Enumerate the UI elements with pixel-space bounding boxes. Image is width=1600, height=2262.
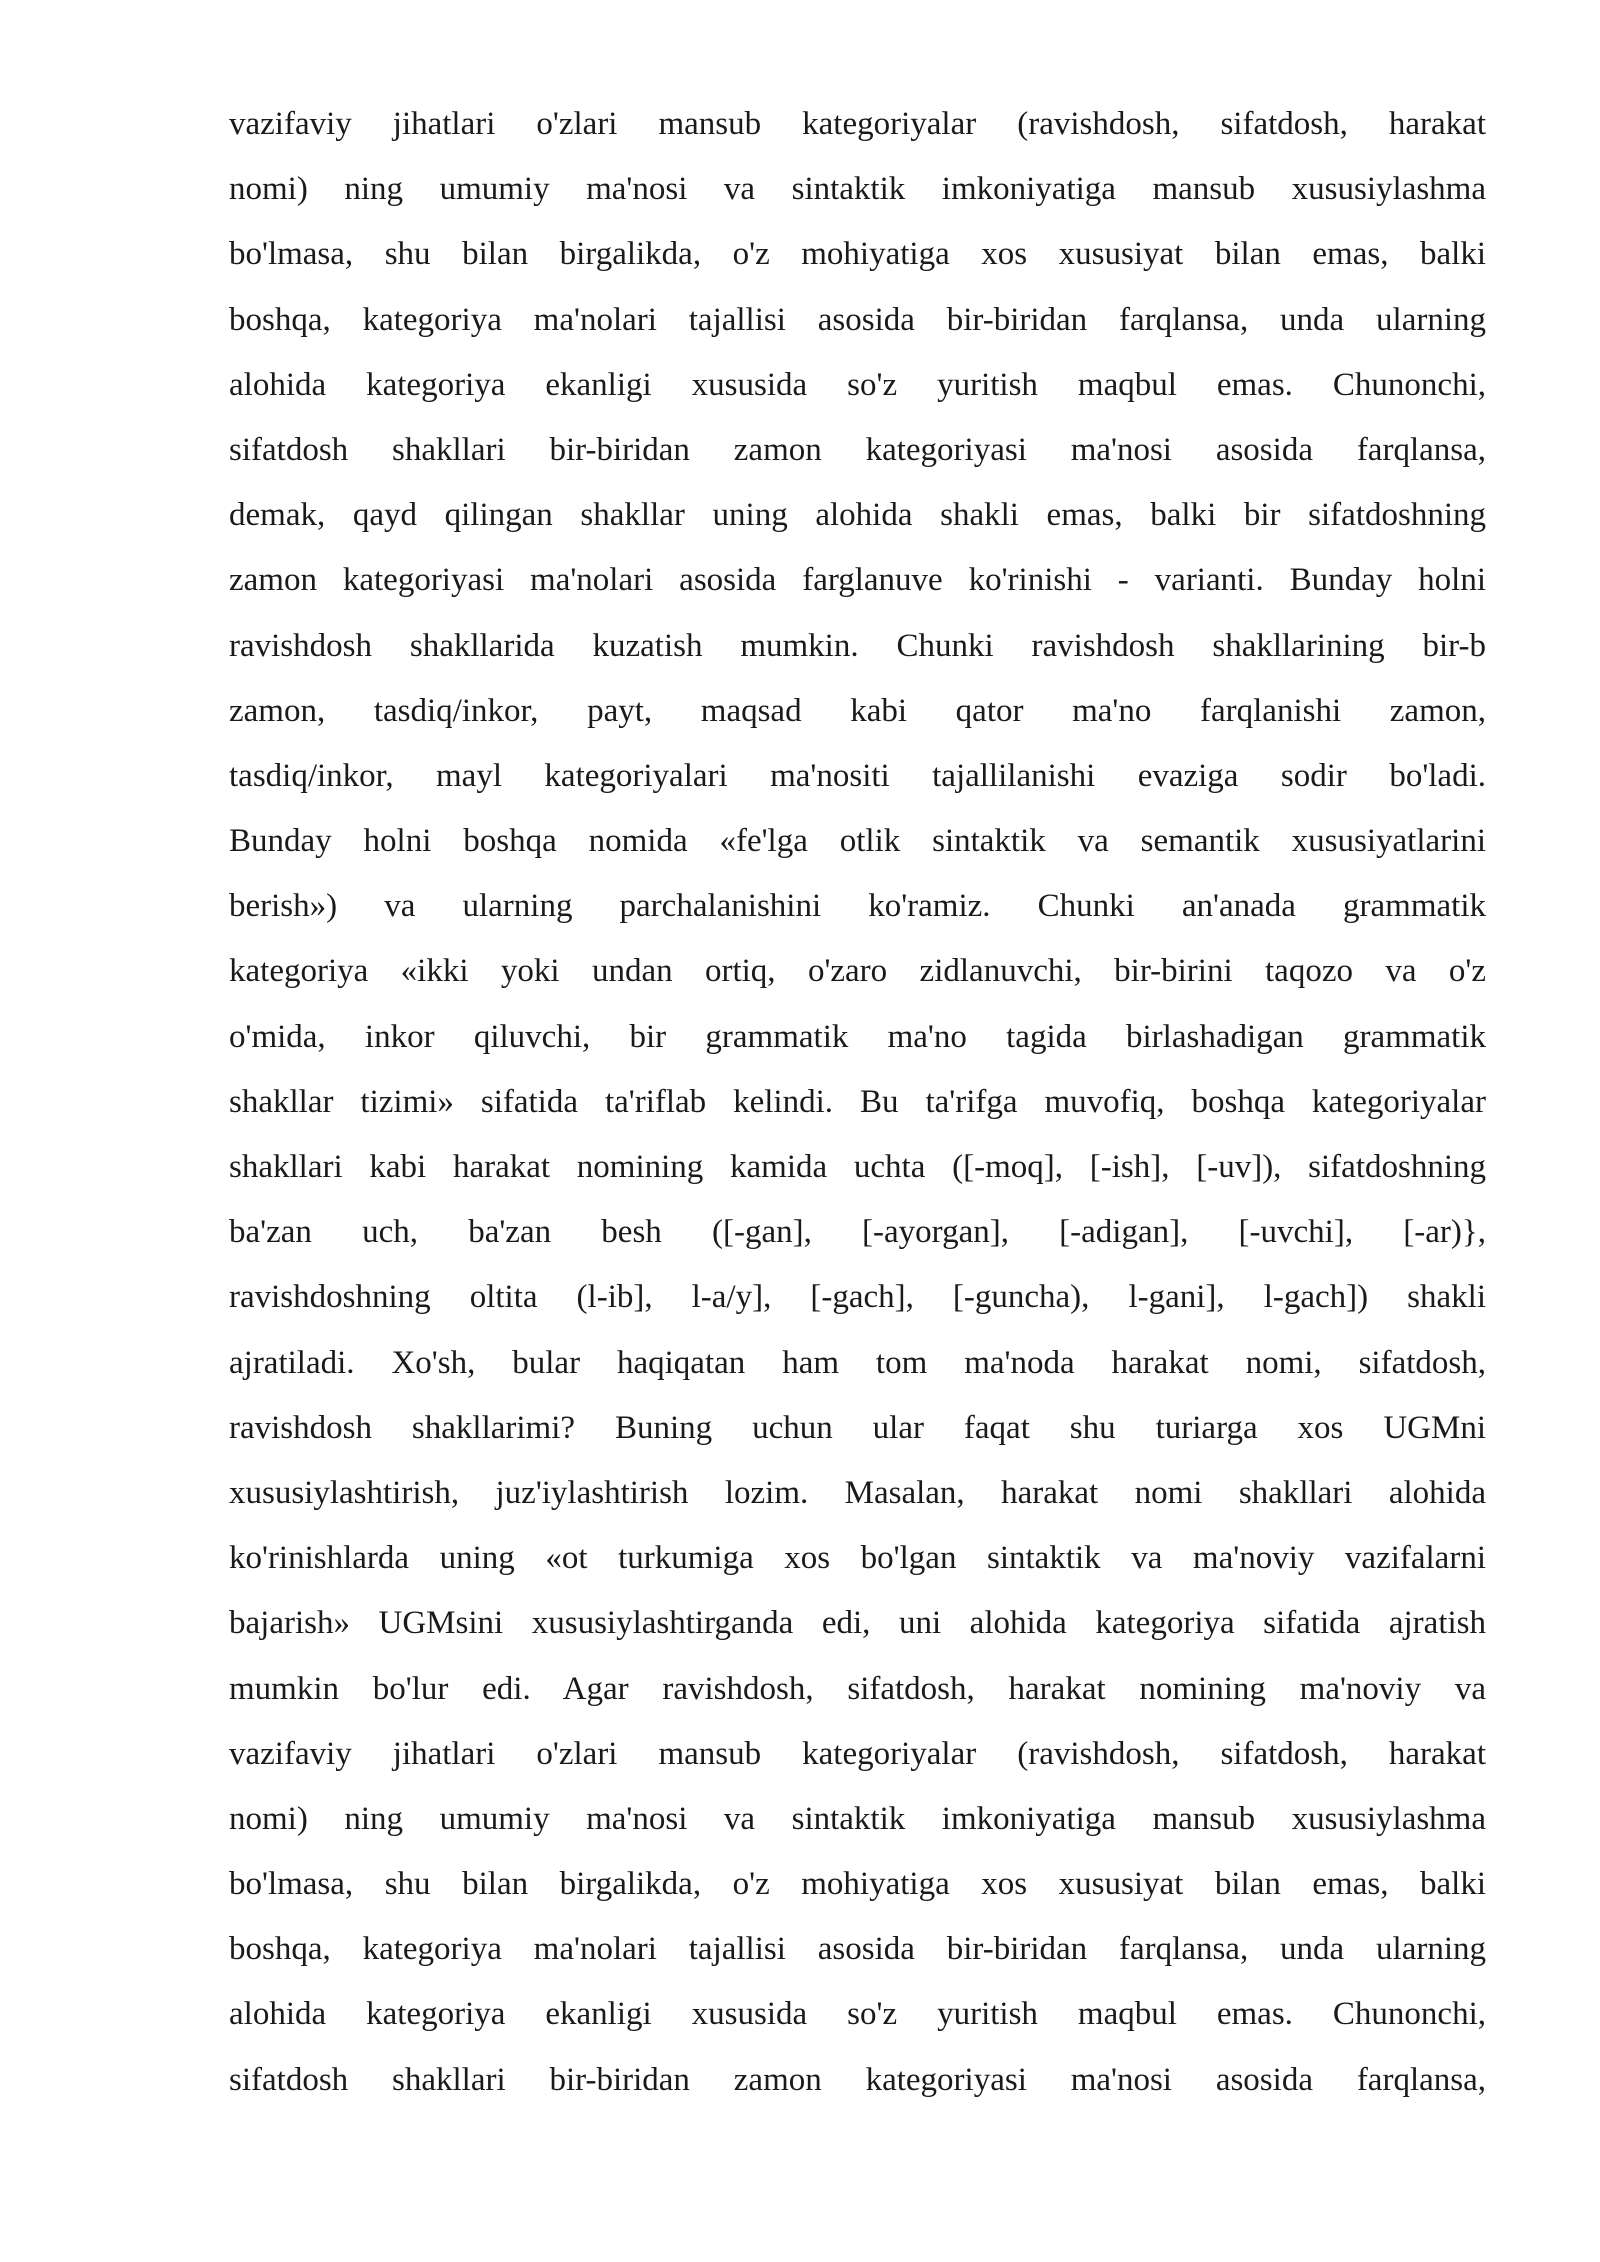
text-line: alohida kategoriya ekanligi xususida so'z yuritish maqbul emas. Chunonchi,: [229, 1996, 1486, 2033]
text-line: shakllari kabi harakat nomining kamida uchta ([-moq], [-ish], [-uv]), sifatdoshning: [229, 1149, 1486, 1185]
text-line: vazifaviy jihatlari o'zlari mansub kategoriyalar (ravishdosh, sifatdosh, harakat: [229, 1735, 1486, 1772]
text-line: demak, qayd qilingan shakllar uning alohida shakli emas, balki bir sifatdoshning: [229, 497, 1486, 534]
text-line: sifatdosh shakllari bir-biridan zamon kategoriyasi ma'nosi asosida farqlansa,: [229, 2061, 1486, 2098]
text-line: bajarish» UGMsini xususiylashtirganda edi, uni alohida kategoriya sifatida ajratish: [229, 1605, 1486, 1642]
text-line: xususiylashtirish, juz'iylashtirish lozim. Masalan, harakat nomi shakllari alohida: [229, 1474, 1486, 1511]
text-line: ravishdoshning oltita (l-ib], l-a/y], [-gach], [-guncha), l-gani], l-gach]) shakli: [229, 1279, 1486, 1316]
text-line: alohida kategoriya ekanligi xususida so'z yuritish maqbul emas. Chunonchi,: [229, 366, 1486, 403]
text-line: bo'lmasa, shu bilan birgalikda, o'z mohiyatiga xos xususiyat bilan emas, balki: [229, 1866, 1486, 1903]
text-line: nomi) ning umumiy ma'nosi va sintaktik imkoniyatiga mansub xususiylashma: [229, 1800, 1486, 1837]
text-line: ravishdosh shakllarimi? Buning uchun ular faqat shu turiarga xos UGMni: [229, 1409, 1486, 1446]
text-line: vazifaviy jihatlari o'zlari mansub kategoriyalar (ravishdosh, sifatdosh, harakat: [229, 106, 1486, 142]
text-line: boshqa, kategoriya ma'nolari tajallisi asosida bir-biridan farqlansa, unda ularning: [229, 301, 1486, 338]
text-line: nomi) ning umumiy ma'nosi va sintaktik imkoniyatiga mansub xususiylashma: [229, 171, 1486, 208]
text-line: ba'zan uch, ba'zan besh ([-gan], [-ayorgan], [-adigan], [-uvchi], [-ar)},: [229, 1214, 1486, 1251]
text-line: berish») va ularning parchalanishini ko'ramiz. Chunki an'anada grammatik: [229, 888, 1486, 925]
text-line: tasdiq/inkor, mayl kategoriyalari ma'nositi tajallilanishi evaziga sodir bo'ladi.: [229, 757, 1486, 794]
body-paragraph: [229, 92, 1486, 2113]
text-line: shakllar tizimi» sifatida ta'riflab kelindi. Bu ta'rifga muvofiq, boshqa kategoriyalar: [229, 1083, 1486, 1120]
text-line: mumkin bo'lur edi. Agar ravishdosh, sifatdosh, harakat nomining ma'noviy va: [229, 1670, 1486, 1707]
text-line: bo'lmasa, shu bilan birgalikda, o'z mohiyatiga xos xususiyat bilan emas, balki: [229, 236, 1486, 273]
text-line: o'mida, inkor qiluvchi, bir grammatik ma'no tagida birlashadigan grammatik: [229, 1018, 1486, 1055]
text-line: sifatdosh shakllari bir-biridan zamon kategoriyasi ma'nosi asosida farqlansa,: [229, 431, 1486, 468]
text-line: ajratiladi. Xo'sh, bular haqiqatan ham tom ma'noda harakat nomi, sifatdosh,: [229, 1344, 1486, 1381]
text-line: boshqa, kategoriya ma'nolari tajallisi asosida bir-biridan farqlansa, unda ularning: [229, 1931, 1486, 1968]
text-line: zamon kategoriyasi ma'nolari asosida farglanuve ko'rinishi - varianti. Bunday holni: [229, 562, 1486, 599]
text-line: Bunday holni boshqa nomida «fe'lga otlik sintaktik va semantik xususiyatlarini: [229, 823, 1486, 860]
text-line: kategoriya «ikki yoki undan ortiq, o'zaro zidlanuvchi, bir-birini taqozo va o'z: [229, 953, 1486, 990]
text-line: ravishdosh shakllarida kuzatish mumkin. Chunki ravishdosh shakllarining bir-b: [229, 627, 1486, 664]
text-line: ko'rinishlarda uning «ot turkumiga xos bo'lgan sintaktik va ma'noviy vazifalarni: [229, 1540, 1486, 1577]
text-line: zamon, tasdiq/inkor, payt, maqsad kabi qator ma'no farqlanishi zamon,: [229, 692, 1486, 729]
